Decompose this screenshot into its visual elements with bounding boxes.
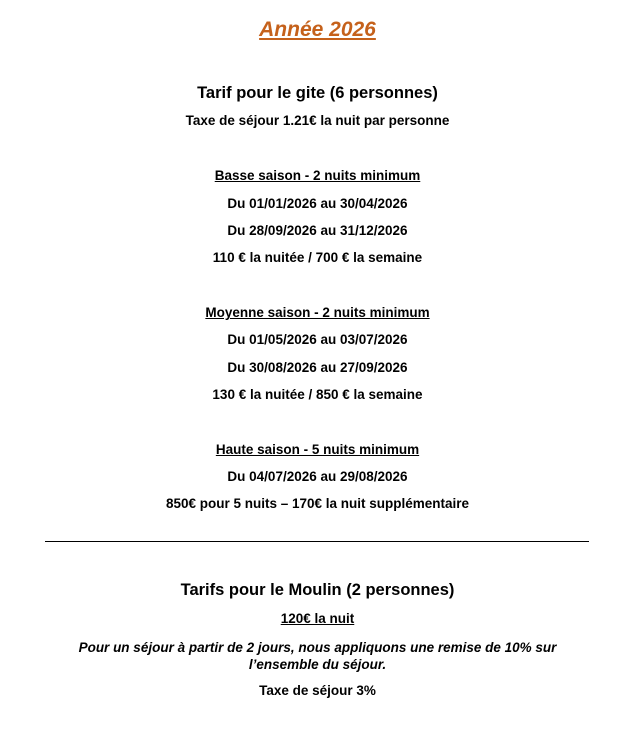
season-basse-period-1: Du 01/01/2026 au 30/04/2026: [227, 196, 408, 211]
moulin-price: 120€ la nuit: [280, 611, 355, 626]
season-haute-title: Haute saison - 5 nuits minimum: [215, 442, 420, 457]
season-haute-price: 850€ pour 5 nuits – 170€ la nuit supplémentaire: [165, 496, 470, 511]
moulin-discount: Pour un séjour à partir de 2 jours, nous appliquons une remise de 10% sur l’ensemble du séjour.: [78, 640, 557, 672]
moulin-tax: Taxe de séjour 3%: [259, 683, 376, 698]
section-divider: [45, 541, 589, 542]
page-title: Année 2026: [259, 18, 376, 41]
season-moyenne-period-2: Du 30/08/2026 au 27/09/2026: [227, 360, 408, 375]
season-haute-period-1: Du 04/07/2026 au 29/08/2026: [227, 469, 408, 484]
season-moyenne-price: 130 € la nuitée / 850 € la semaine: [212, 387, 423, 402]
season-moyenne-period-1: Du 01/05/2026 au 03/07/2026: [227, 332, 408, 347]
gite-heading: Tarif pour le gite (6 personnes): [197, 84, 438, 102]
gite-tax: Taxe de séjour 1.21€ la nuit par personne: [185, 113, 450, 128]
season-basse-title: Basse saison - 2 nuits minimum: [214, 168, 421, 183]
moulin-heading: Tarifs pour le Moulin (2 personnes): [180, 581, 455, 599]
season-moyenne-title: Moyenne saison - 2 nuits minimum: [205, 305, 430, 320]
season-basse-price: 110 € la nuitée / 700 € la semaine: [212, 250, 423, 265]
season-basse-period-2: Du 28/09/2026 au 31/12/2026: [227, 223, 408, 238]
